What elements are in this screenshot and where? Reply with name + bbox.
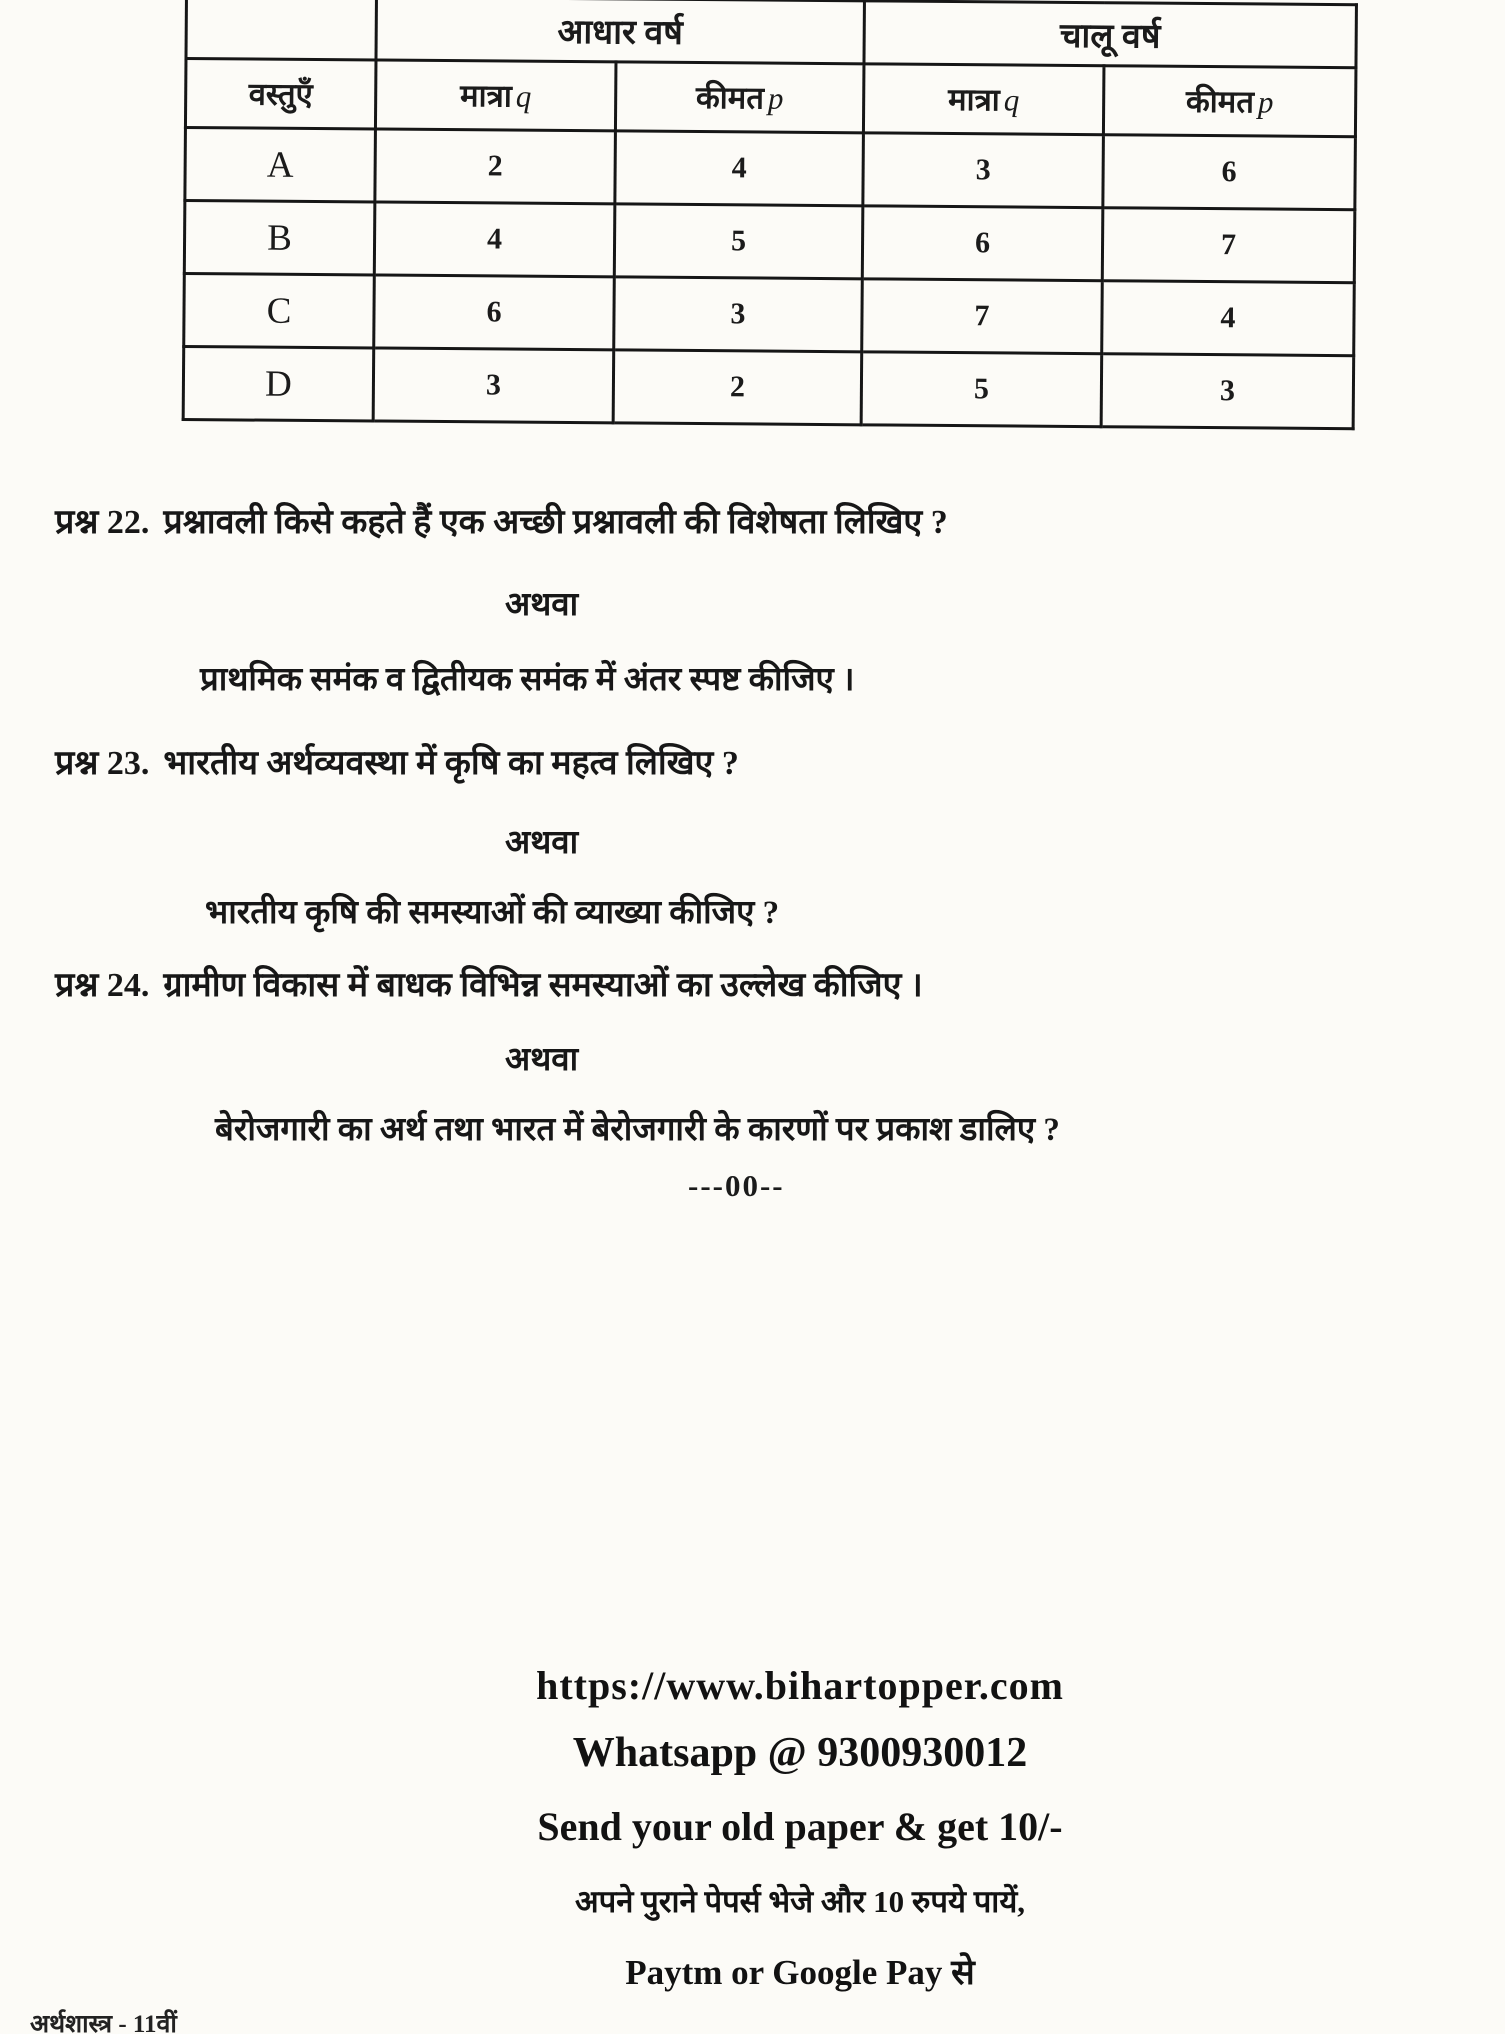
items-column-header xyxy=(185,59,376,129)
item-label: D xyxy=(183,347,374,421)
quantity-symbol: q xyxy=(515,78,532,114)
table-corner-cell xyxy=(186,0,376,60)
cell-value: 3 xyxy=(1101,354,1354,429)
question-text: प्रश्नावली किसे कहते हैं एक अच्छी प्रश्नावली की विशेषता लिखिए ? xyxy=(163,504,948,541)
item-label: A xyxy=(185,128,376,202)
question-number: प्रश्न 24. xyxy=(55,967,150,1004)
cell-value: 2 xyxy=(613,350,862,425)
table-row xyxy=(185,128,1356,210)
question-number: प्रश्न 23. xyxy=(55,745,150,782)
cell-value: 6 xyxy=(374,275,615,350)
current-year-header: चालू वर्ष xyxy=(864,1,1356,68)
item-label: C xyxy=(184,274,375,348)
price-symbol: p xyxy=(1257,84,1274,120)
table-row xyxy=(184,201,1355,283)
base-quantity-header: मात्रा q xyxy=(375,60,616,131)
or-divider: अथवा xyxy=(505,587,579,623)
cell-value: 5 xyxy=(861,352,1102,427)
cell-value: 2 xyxy=(375,129,616,204)
or-divider: अथवा xyxy=(505,1042,579,1078)
payment-methods: Paytm or Google Pay से xyxy=(625,1953,975,1992)
cell-value: 4 xyxy=(374,202,615,277)
current-quantity-header: मात्रा q xyxy=(863,64,1104,135)
website-url: https://www.bihartopper.com xyxy=(536,1663,1064,1708)
question-number: प्रश्न 22. xyxy=(55,504,150,541)
footer-block xyxy=(95,1662,1505,1995)
table-row xyxy=(183,347,1354,429)
base-price-header: कीमत p xyxy=(615,62,864,133)
item-label: B xyxy=(184,201,375,275)
question-24-alternative: बेरोजगारी का अर्थ तथा भारत में बेरोजगारी के कारणों पर प्रकाश डालिए ? xyxy=(215,1112,1060,1148)
base-year-header: आधार वर्ष xyxy=(376,0,864,64)
price-symbol: p xyxy=(767,80,784,116)
question-22-alternative: प्राथमिक समंक व द्वितीयक समंक में अंतर स्पष्ट कीजिए । xyxy=(200,662,855,698)
subject-page-label: अर्थशास्त्र - 11वीं xyxy=(30,2011,177,2034)
table-row xyxy=(184,274,1355,356)
cell-value: 6 xyxy=(862,206,1103,281)
cell-value: 3 xyxy=(373,348,614,423)
end-of-paper-divider: ---00-- xyxy=(688,1168,785,1203)
table-group-header-row xyxy=(186,0,1356,68)
question-24 xyxy=(55,960,923,1006)
items-header-label: वस्तुएँ xyxy=(248,76,313,113)
question-23-alternative: भारतीय कृषि की समस्याओं की व्याख्या कीजिए ? xyxy=(205,895,780,931)
cell-value: 3 xyxy=(614,277,863,352)
index-number-table xyxy=(182,0,1358,430)
cell-value: 3 xyxy=(863,133,1104,208)
current-price-header: कीमत p xyxy=(1103,66,1356,137)
question-22 xyxy=(55,497,948,543)
table-column-header-row xyxy=(185,59,1356,137)
cell-value: 4 xyxy=(1102,281,1355,356)
cell-value: 6 xyxy=(1103,135,1356,210)
whatsapp-number: Whatsapp @ 9300930012 xyxy=(572,1730,1028,1776)
question-23 xyxy=(55,738,739,784)
or-divider: अथवा xyxy=(505,825,579,861)
quantity-symbol: q xyxy=(1003,82,1020,118)
cell-value: 7 xyxy=(1102,208,1355,283)
cell-value: 5 xyxy=(614,204,863,279)
cell-value: 7 xyxy=(862,279,1103,354)
question-text: भारतीय अर्थव्यवस्था में कृषि का महत्व लिखिए ? xyxy=(163,745,739,782)
question-text: ग्रामीण विकास में बाधक विभिन्न समस्याओं का उल्लेख कीजिए । xyxy=(163,967,923,1004)
cell-value: 4 xyxy=(615,131,864,206)
offer-text-english: Send your old paper & get 10/- xyxy=(537,1804,1063,1849)
offer-text-hindi: अपने पुराने पेपर्स भेजे और 10 रुपये पायें, xyxy=(574,1884,1026,1919)
